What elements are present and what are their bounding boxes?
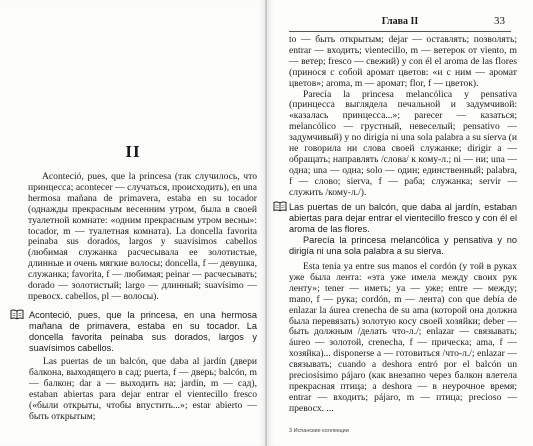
right-paragraph-3 — [289, 262, 517, 415]
paragraph-text: Las puertas de un balcón, que daba al jardín (двери балкона, выходящего в сад; puerta, f — дверь; balcón, m — балкон; dar a — выходить на; jardín, m — сад), estaban abiertas para dejar entrar el vientecillo fresco («были открыты, чтобы впустить...»; estar abierto — быть открытым; — [29, 356, 257, 422]
paragraph-text: Parecía la princesa melancólica y pensativa (принцесса выглядела печальной и задумчивой: «казалась принцесса...»; parecer — казаться; melancólico — грустный, невеселый; pensativo — задумчивый) y no dirigía ni una sola palabra a su sierva (и не говорила ни слова своей служанке; dirigir a — обращать; направлять /слова/ к кому-л.; ni — ни; una — одна; una — одна; solo — один; единственный; palabra, f — слово; sierva, f — раба; служанка; servir — служить /кому-л./). — [289, 88, 517, 198]
right-paragraph-1 — [289, 35, 517, 199]
open-book-icon — [10, 309, 24, 320]
paragraph-text: Aconteció, pues, que la princesa (так случилось, что принцесса; acontecer — случаться, происходить), en una hermosa mañana de primavera, estaba en su tocador (однажды прекрасным весенним утром, была в своей туалетной комнате: «одним прекрасным утром весны»: tocador, m — туалетная комната). La doncella favorita peinaba sus dorados, largos y suavísimos cabellos (любимая служанка расчесывала ее золотистые, длинные и очень мягкие волосы; doncella, f — девушка, служанка; favorita, f — любимая; peinar — расчесывать; dorado — золотистый; largo — длинный; suavísimo — превосх. cabellos, pl — волосы). — [28, 171, 257, 302]
left-page — [0, 0, 266, 446]
paragraph-text: Las puertas de un balcón, que daba al jardín, estaban abiertas para dejar entrar el vientecillo fresco y con él el aroma de las flores. — [289, 202, 517, 234]
chapter-number: II — [125, 142, 141, 161]
right-paragraph-2 — [289, 202, 517, 257]
right-page — [267, 0, 533, 446]
paragraph-text: Esta tenía ya entre sus manos el cordón (у той в руках уже была лента: «эта уже имела между своих рук ленту»; tener — иметь; ya — уже; entre — между; mano, f — рука; cordón, m — лента) con que debía de enlazar la áurea crenecha de su ama (которой она должна была перевязать) золотую косу своей хозяйки; deber — быть должным /делать что-л./; enlazar — связывать; áureo — золотой, crenecha, f — прическа; ama, f — хозяйка)... disponerse a — готовиться /что-л./; enlazar — связывать; cuando a deshora entró por el balcón un preciosísimo pájaro (как внезапно через балкон влетела прекрасная птица; a deshora — в неурочное время; entrar — входить; pájaro, m — птица; precioso — превосх. ... — [289, 261, 517, 414]
left-paragraph-3 — [29, 357, 257, 422]
paragraph-text: Aconteció, pues, que la princesa, en una hermosa mañana de primavera, estaba en su tocador. La doncella favorita peinaba sus dorados, largos y suavísimos cabellos. — [29, 310, 257, 353]
paragraph-text: to — быть открытым; dejar — оставлять; позволять; entrar — входить; vientecillo, m — ветерок от viento, m — ветер; fresco — свежий) y con él el aroma de las flores (принося с собой аромат цветов: «и с ним — аромат цветов»; aroma, m — аромат; flor, f — цветок). — [289, 34, 517, 89]
left-paragraph-2 — [29, 310, 257, 354]
footer-note: 3 Испанские коллекции — [289, 428, 349, 434]
open-book-icon — [273, 201, 287, 212]
page-number: 33 — [494, 15, 505, 27]
paragraph-text: Parecía la princesa melancólica y pensativa y no dirigía ni una sola palabra a su sierva. — [289, 235, 517, 256]
left-paragraph-1 — [28, 172, 257, 303]
running-header — [267, 10, 533, 30]
chapter-title: Глава II — [381, 16, 419, 27]
header-rule — [289, 31, 511, 32]
